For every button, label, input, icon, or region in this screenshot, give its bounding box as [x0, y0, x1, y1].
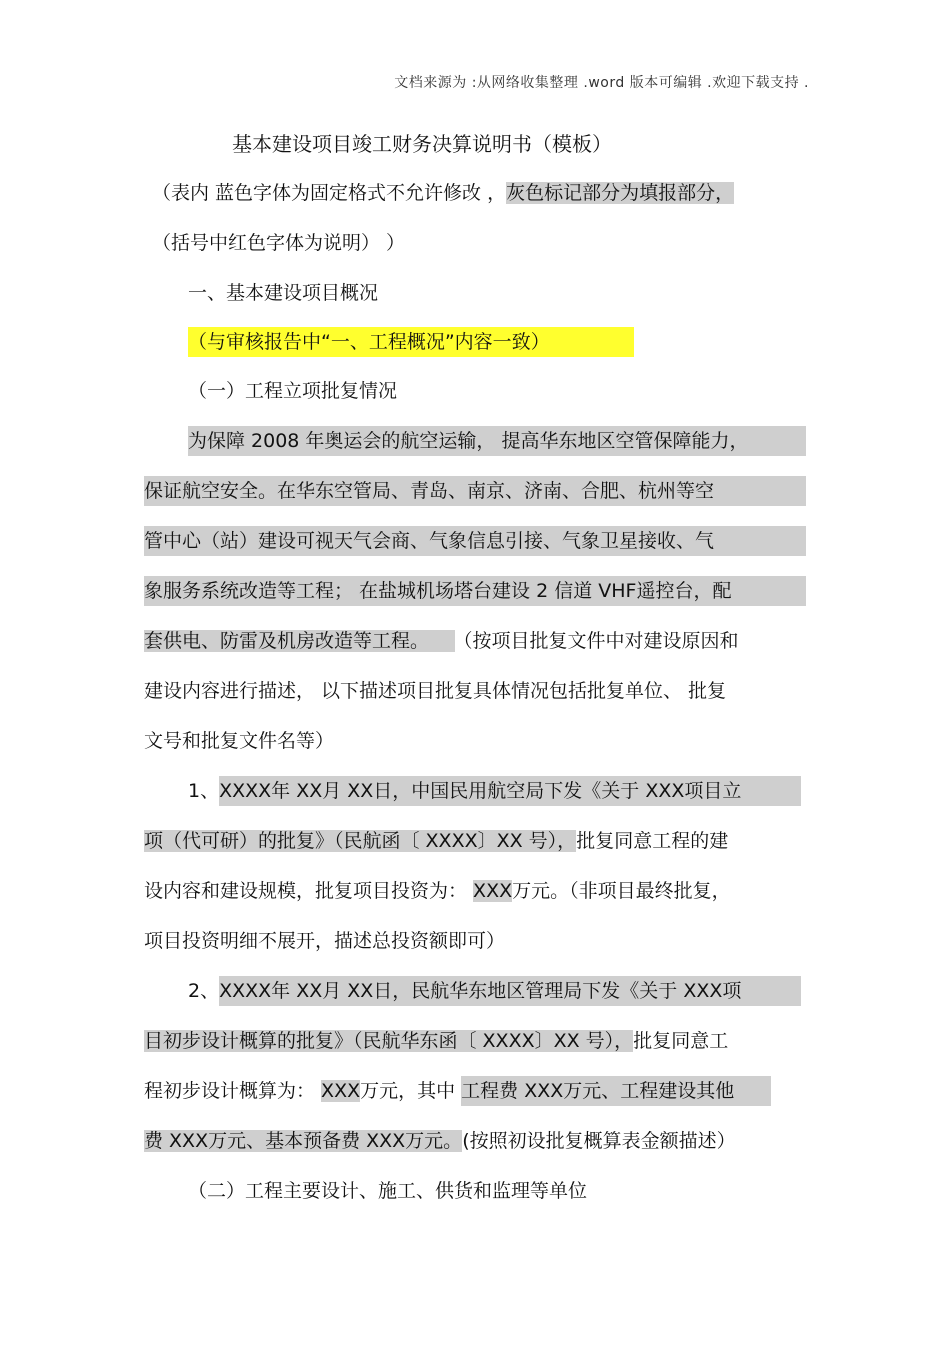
item-1-line-1: [188, 776, 801, 806]
highlight-note: （与审核报告中“一、工程概况”内容一致）: [188, 327, 634, 357]
filled-text: 目初步设计概算的批复》（民航华东函〔 XXXX〕XX 号），: [144, 1030, 634, 1052]
note-fill: 灰色标记部分为填报部分，: [506, 182, 735, 204]
item-1-prefix: 1、: [188, 780, 220, 802]
document-title: 基本建设项目竣工财务决算说明书（模板）: [232, 132, 612, 156]
explain-text: (按照初设批复概算表金额描述）: [462, 1130, 736, 1152]
note-line-2: （括号中红色字体为说明） ）: [152, 232, 406, 254]
body-line: 为保障 2008 年奥运会的航空运输， 提高华东地区空管保障能力，: [188, 426, 806, 456]
filled-text: 项（代可研）的批复》（民航函〔 XXXX〕XX 号），: [144, 830, 577, 852]
filled-text: 费 XXX万元、基本预备费 XXX万元。: [144, 1130, 463, 1152]
body-line: 象服务系统改造等工程； 在盐城机场塔台建设 2 信道 VHF遥控台，配: [144, 576, 806, 606]
item-1-line-3: [144, 876, 731, 906]
body-line: 保证航空安全。在华东空管局、青岛、南京、济南、合肥、杭州等空: [144, 476, 806, 506]
explain-text: （按项目批复文件中对建设原因和: [463, 630, 739, 652]
item-1-line-4: 项目投资明细不展开，描述总投资额即可）: [144, 930, 506, 952]
plain-text: 程初步设计概算为：: [144, 1080, 322, 1102]
filled-text: XXXX年 XX月 XX日，民航华东地区管理局下发《关于 XXX项: [219, 976, 801, 1006]
plain-text: 批复同意工: [633, 1030, 729, 1052]
plain-text: 万元，其中: [360, 1080, 462, 1102]
note-fixed: （表内 蓝色字体为固定格式不允许修改 ，: [152, 182, 507, 204]
plain-text: 设内容和建设规模，批复项目投资为：: [144, 880, 474, 902]
body-line: 管中心（站）建设可视天气会商、气象信息引接、气象卫星接收、气: [144, 526, 806, 556]
item-2-line-2: [144, 1026, 728, 1056]
item-2-prefix: 2、: [188, 980, 220, 1002]
section-1-heading: 一、基本建设项目概况: [188, 282, 379, 304]
item-2-line-4: [144, 1126, 736, 1156]
body-line: 建设内容进行描述， 以下描述项目批复具体情况包括批复单位、 批复: [144, 680, 727, 702]
filled-text: XXXX年 XX月 XX日，中国民用航空局下发《关于 XXX项目立: [219, 776, 801, 806]
sub-heading-2: （二）工程主要设计、施工、供货和监理等单位: [188, 1180, 588, 1202]
plain-text: 批复同意工程的建: [576, 830, 729, 852]
sub-heading-1: （一）工程立项批复情况: [188, 380, 398, 402]
filled-text: 工程费 XXX万元、工程建设其他: [461, 1076, 771, 1106]
filled-text: 套供电、防雷及机房改造等工程。: [144, 630, 455, 652]
plain-text: 万元。（非项目最终批复，: [512, 880, 731, 902]
filled-text: XXX: [473, 880, 513, 902]
item-2-line-3: [144, 1076, 771, 1106]
body-line: [144, 626, 739, 656]
item-2-line-1: [188, 976, 801, 1006]
body-line: 文号和批复文件名等）: [144, 730, 335, 752]
filled-text: XXX: [321, 1080, 361, 1102]
page-header: 文档来源为 :从网络收集整理 .word 版本可编辑 .欢迎下载支持 .: [394, 75, 809, 91]
note-line-1: [152, 178, 734, 208]
item-1-line-2: [144, 826, 728, 856]
